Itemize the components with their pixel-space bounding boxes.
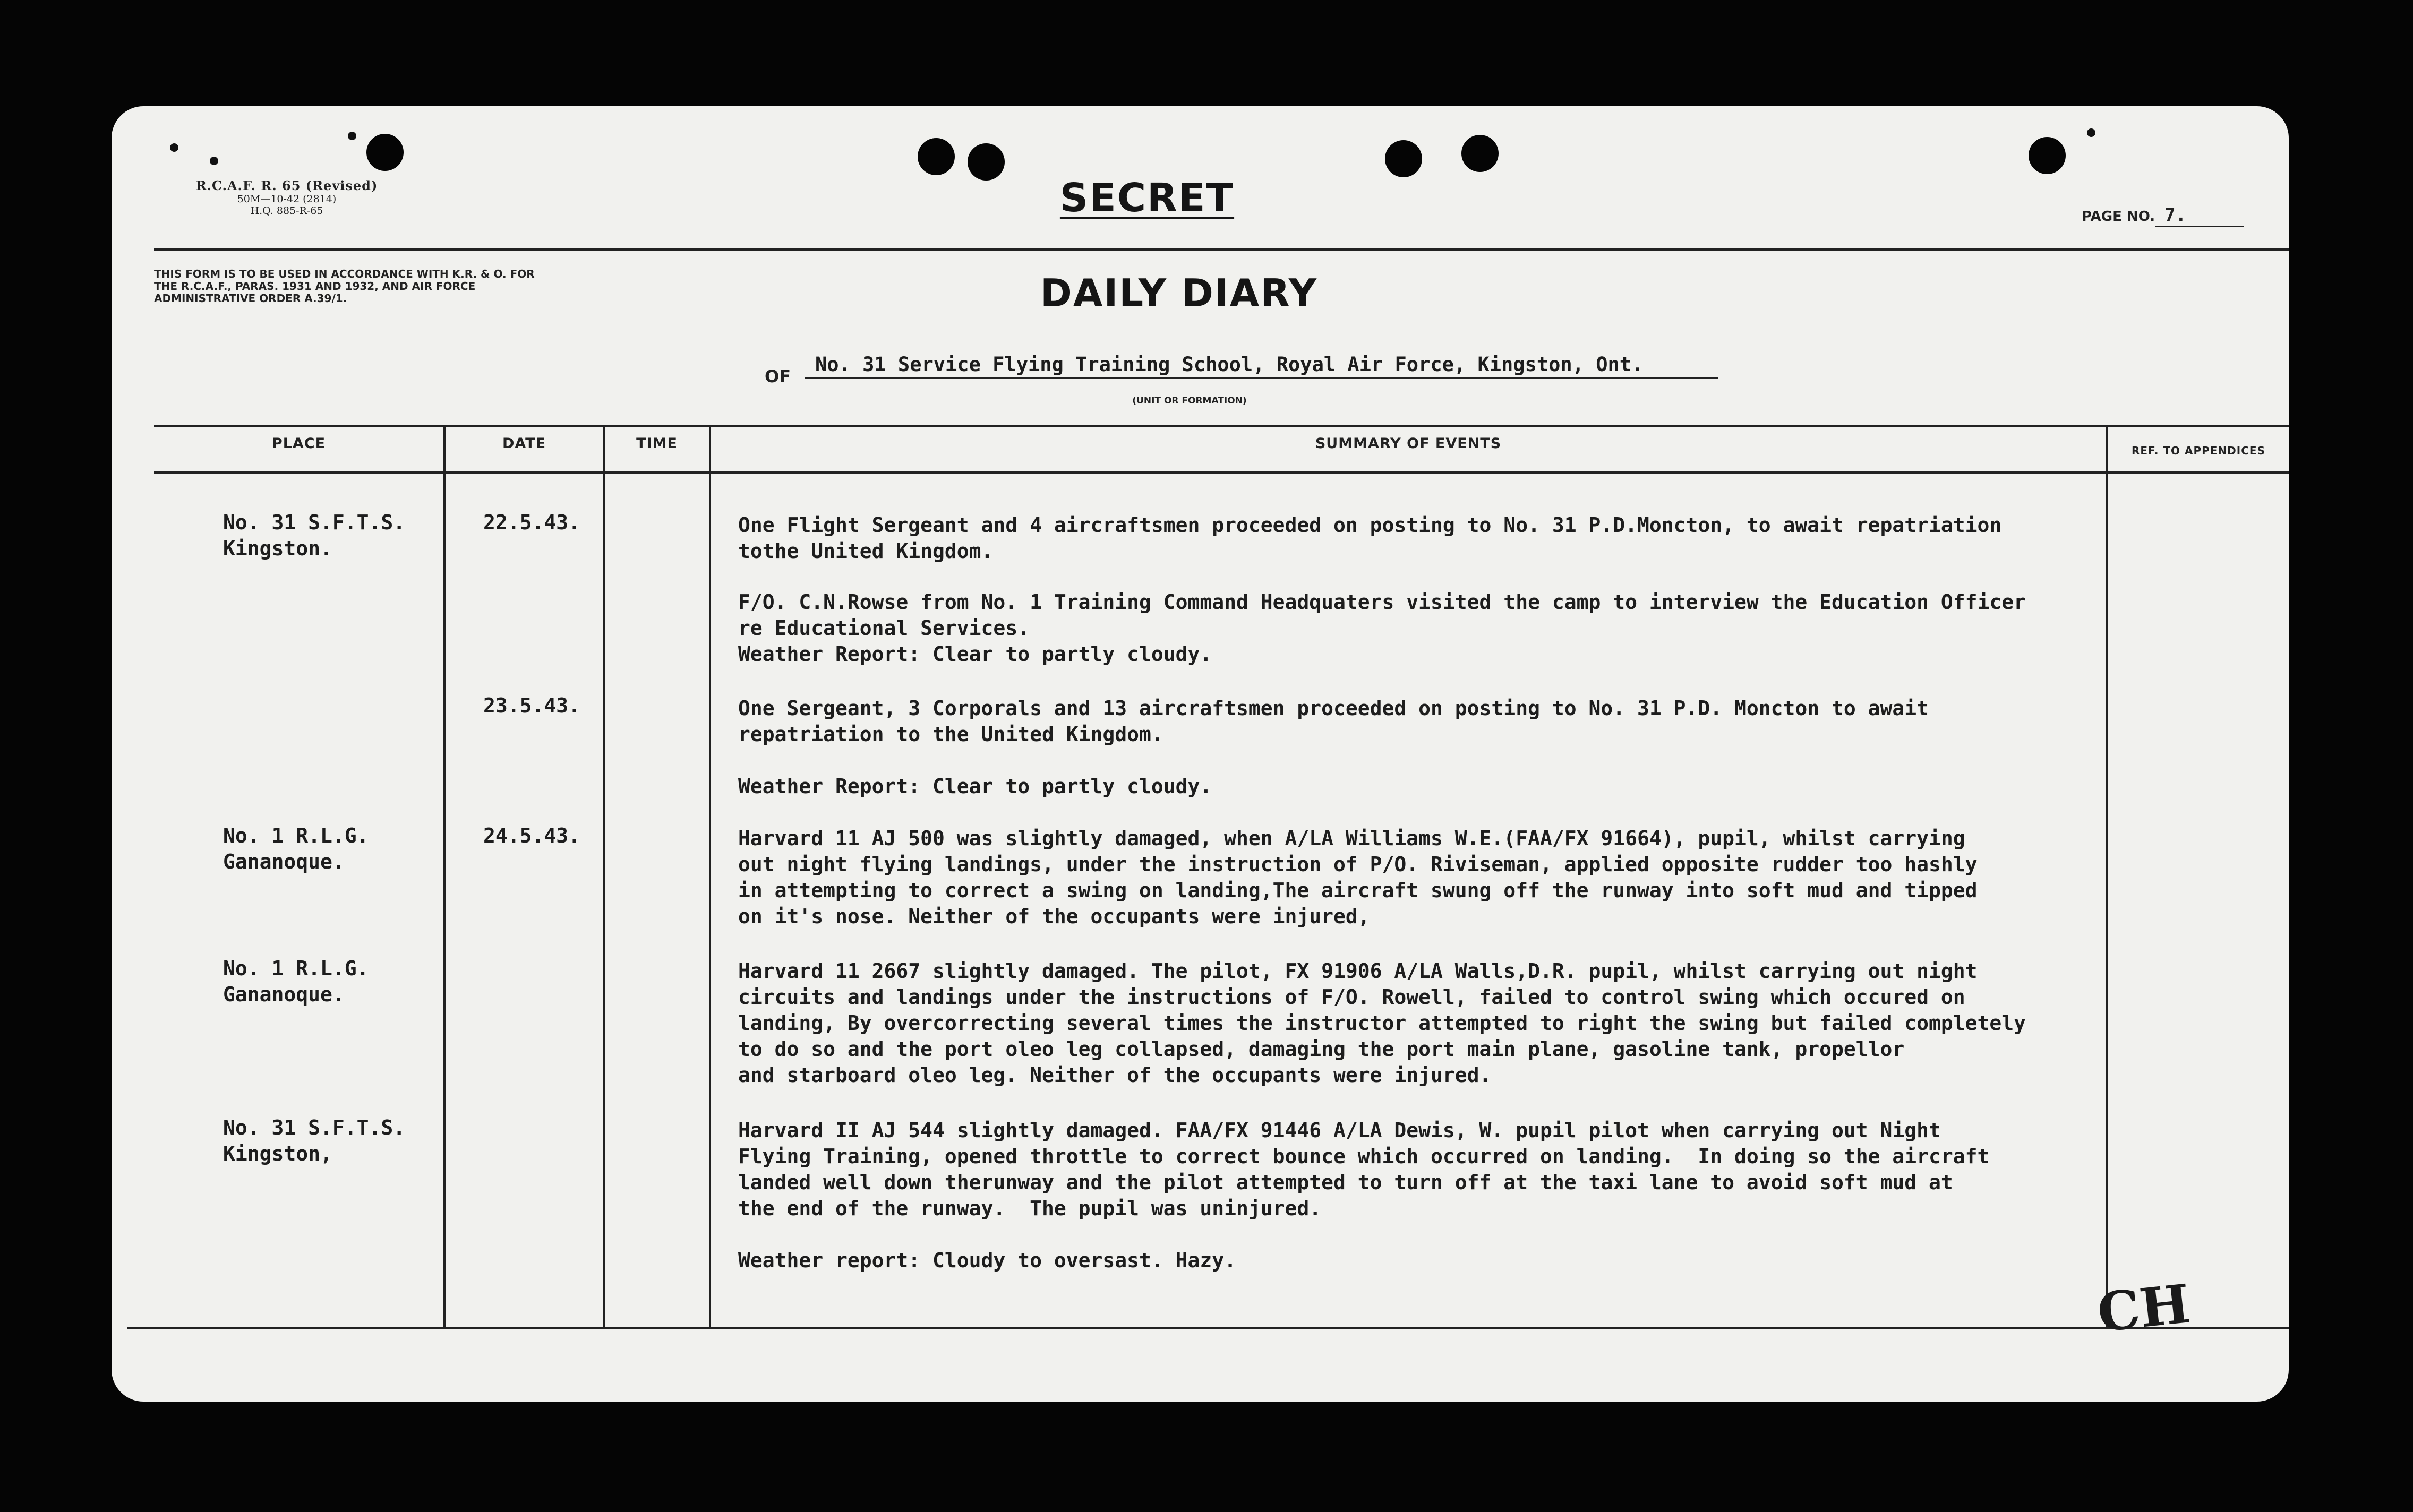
entry-summary: Harvard II AJ 544 slightly damaged. FAA/FX 91446 A/LA Dewis, W. pupil pilot when carrying out Night Flying Training, opened throttle to correct bounce which occurred on landing. In doing so the aircraft landed well down therunway and the pilot attempted to turn off at the taxi lane to avoid soft mud at the end of the runway. The pupil was uninjured.	[738, 1119, 1990, 1220]
table-bottom-rule	[127, 1327, 2289, 1329]
entry-place: No. 31 S.F.T.S. Kingston.	[223, 511, 406, 560]
authority-note: THIS FORM IS TO BE USED IN ACCORDANCE WITH K.R. & O. FOR THE R.C.A.F., PARAS. 1931 AND 1932, AND AIR FORCE ADMINISTRATIVE ORDER A.39/1.	[154, 268, 535, 305]
unit-of-label: OF	[765, 366, 791, 386]
column-header-time: TIME	[636, 435, 678, 452]
column-divider	[603, 425, 605, 1327]
form-code-line-1: R.C.A.F. R. 65 (Revised)	[195, 178, 378, 193]
column-header-ref: REF. TO APPENDICES	[2132, 444, 2265, 457]
entry-date: 23.5.43.	[483, 694, 581, 717]
page-number-label: PAGE NO.	[2082, 209, 2155, 225]
speck	[348, 132, 356, 140]
handwritten-initials: CH	[2094, 1272, 2193, 1344]
punch-hole-1	[366, 134, 404, 171]
diary-title: DAILY DIARY	[1040, 271, 1318, 315]
punch-hole-5	[1461, 135, 1499, 172]
entry-summary: F/O. C.N.Rowse from No. 1 Training Command Headquaters visited the camp to interview the Education Officer re Educational Services. Weather Report: Clear to partly cloudy.	[738, 590, 2026, 666]
top-rule	[154, 248, 2289, 251]
entry-summary: Weather Report: Clear to partly cloudy.	[738, 775, 1212, 798]
speck	[210, 157, 218, 165]
table-header-rule	[154, 471, 2289, 474]
column-divider	[2106, 425, 2108, 1327]
unit-name: No. 31 Service Flying Training School, Royal Air Force, Kingston, Ont.	[805, 353, 1718, 379]
entry-place: No. 1 R.L.G. Gananoque.	[223, 957, 369, 1006]
punch-hole-6	[2029, 137, 2066, 174]
unit-caption: (UNIT OR FORMATION)	[1132, 396, 1247, 406]
entry-summary: Harvard 11 AJ 500 was slightly damaged, when A/LA Williams W.E.(FAA/FX 91664), pupil, whilst carrying out night flying landings, under the instruction of P/O. Riviseman, applied opposite rudder too hashly in attempting to correct a swing on landing,The aircraft swung off the runway into soft mud and tipped on it's nose. Neither of the occupants were injured,	[738, 827, 1978, 928]
entry-summary: Harvard 11 2667 slightly damaged. The pilot, FX 91906 A/LA Walls,D.R. pupil, whilst carrying out night circuits and landings under the instructions of F/O. Rowell, failed to control swing which occured on landing, By overcorrecting several times the instructor attempted to right the swing but failed completely to do so and the port oleo leg collapsed, damaging the port main plane, gasoline tank, propellor and starboard oleo leg. Neither of the occupants were injured.	[738, 959, 2026, 1087]
column-header-date: DATE	[502, 435, 546, 452]
entry-summary: One Flight Sergeant and 4 aircraftsmen proceeded on posting to No. 31 P.D.Moncton, to await repatriation tothe United Kingdom.	[738, 513, 2002, 563]
punch-hole-4	[1385, 140, 1422, 177]
secret-heading: SECRET	[1059, 175, 1235, 221]
punch-hole-2	[918, 138, 955, 175]
entry-date: 24.5.43.	[483, 824, 581, 847]
entry-place: No. 31 S.F.T.S. Kingston,	[223, 1116, 406, 1165]
form-code-line-2: 50M—10-42 (2814)	[237, 193, 337, 205]
diary-card	[112, 106, 2289, 1402]
page-number	[2082, 204, 2244, 227]
column-header-summary: SUMMARY OF EVENTS	[1315, 435, 1502, 452]
page-number-value: 7.	[2155, 204, 2244, 227]
column-header-place: PLACE	[271, 435, 326, 452]
entry-summary: One Sergeant, 3 Corporals and 13 aircraftsmen proceeded on posting to No. 31 P.D. Moncton to await repatriation to the United Kingdom.	[738, 697, 1929, 746]
column-divider	[443, 425, 446, 1327]
form-code	[162, 178, 412, 217]
entry-place: No. 1 R.L.G. Gananoque.	[223, 824, 369, 873]
punch-hole-3	[968, 143, 1005, 181]
table-top-rule	[154, 425, 2289, 427]
form-code-line-3: H.Q. 885-R-65	[250, 205, 323, 217]
speck	[2087, 128, 2095, 137]
entry-date: 22.5.43.	[483, 511, 581, 534]
column-divider	[709, 425, 711, 1327]
speck	[170, 143, 178, 152]
entry-summary: Weather report: Cloudy to oversast. Hazy.	[738, 1249, 1236, 1272]
